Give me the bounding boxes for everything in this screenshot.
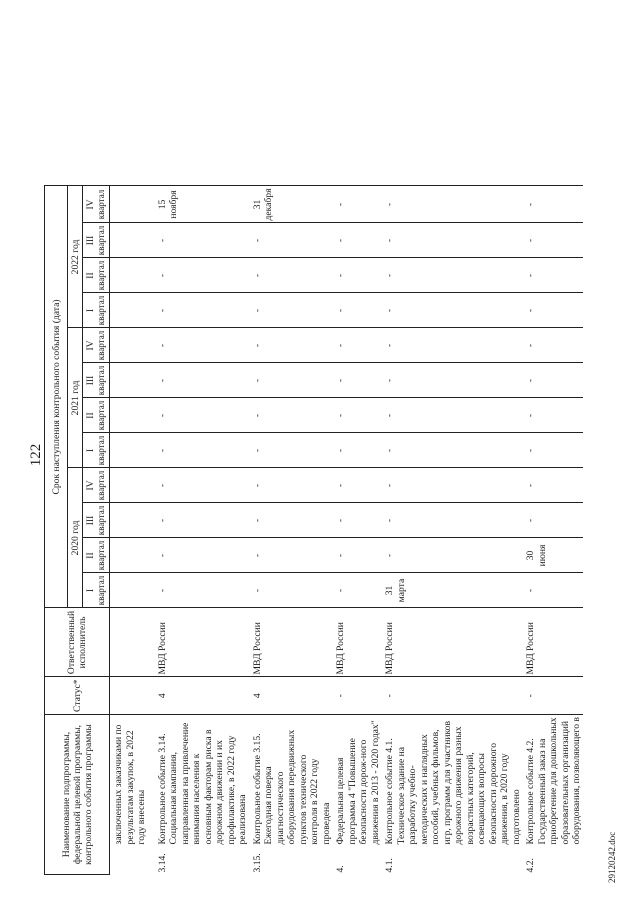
row-deadline-cell: - <box>332 468 381 503</box>
row-deadline-cell: - <box>381 186 522 223</box>
header-quarter <box>83 503 110 538</box>
row-status: 4 <box>249 677 333 715</box>
row-number <box>110 847 154 875</box>
quarter-word: квартал <box>96 365 106 396</box>
row-number: 4.2. <box>525 858 536 873</box>
row-number: 3.15. <box>251 853 263 873</box>
quarter-numeral: I <box>85 448 96 453</box>
page-number: 122 <box>28 443 44 467</box>
row-deadline-cell: - <box>381 223 522 258</box>
control-events-table <box>44 185 583 875</box>
row-number: 4. <box>335 865 346 873</box>
row-deadline-cell: - <box>332 538 381 573</box>
row-name: Контрольное событие 3.14. Социальная кампания, направленная на привлечение внимания населения к основным факторам риска в дорожном движении и их профилактике, в 2022 году реализована <box>154 715 249 847</box>
row-responsible: МВД России <box>332 608 381 677</box>
row-deadline-cell: - <box>381 538 522 573</box>
row-status <box>110 677 154 715</box>
header-quarter <box>83 573 110 608</box>
row-responsible: МВД России <box>154 608 249 677</box>
quarter-numeral: I <box>85 308 96 313</box>
row-deadline-cell: - <box>332 433 381 468</box>
header-quarter <box>83 186 110 223</box>
quarter-numeral: III <box>85 375 96 386</box>
row-deadline-cell: - <box>332 186 381 223</box>
row-deadline-cell <box>110 328 154 363</box>
quarter-word: квартал <box>96 189 106 220</box>
row-deadline-cell: - <box>154 433 249 468</box>
row-deadline-cell: - <box>522 433 583 468</box>
header-quarter <box>83 398 110 433</box>
row-responsible <box>110 608 154 677</box>
row-deadline-cell: - <box>522 293 583 328</box>
row-deadline-cell: - <box>381 293 522 328</box>
row-deadline-cell: - <box>154 328 249 363</box>
row-deadline-cell: - <box>381 433 522 468</box>
row-responsible: МВД России <box>522 608 583 677</box>
row-deadline-cell <box>110 538 154 573</box>
table-body <box>110 186 583 875</box>
row-status: - <box>381 677 522 715</box>
row-name: Федеральная целевая программа 4 "Повышение безопасности дорож-ного движения в 2013 - 2020 годах" <box>332 715 381 847</box>
table-row <box>522 186 583 875</box>
row-deadline-cell: - <box>154 503 249 538</box>
row-deadline-cell <box>110 573 154 608</box>
quarter-numeral: II <box>85 552 96 559</box>
header-year: 2020 год <box>68 468 83 608</box>
quarter-numeral: III <box>85 235 96 246</box>
header-quarter <box>83 363 110 398</box>
row-name: Контрольное событие 4.2. Государственный заказ на приобретение для дошкольных образовательных организаций оборудования, позволяющего в <box>522 715 583 847</box>
row-name: Контрольное событие 4.1. Техническое задание на разработку учебно-методических и наглядных пособий, учебных фильмов, игр, программ для участников дорожного движения разных возрастных категорий, освещающих вопросы безопасности дорожного движения, в 2020 году подготовлено <box>381 715 522 847</box>
row-deadline-cell: - <box>381 328 522 363</box>
row-deadline-cell <box>110 363 154 398</box>
quarter-numeral: IV <box>85 199 96 210</box>
row-deadline-cell: - <box>332 503 381 538</box>
row-deadline-cell: - <box>249 503 333 538</box>
row-deadline-cell <box>110 433 154 468</box>
header-quarter <box>83 223 110 258</box>
row-deadline-cell: - <box>381 363 522 398</box>
row-deadline-cell <box>110 503 154 538</box>
quarter-numeral: IV <box>85 340 96 351</box>
document-code: 29120242.doc <box>607 831 617 883</box>
row-deadline-cell: - <box>249 573 333 608</box>
quarter-numeral: II <box>85 272 96 279</box>
header-quarter <box>83 258 110 293</box>
header-quarter <box>83 538 110 573</box>
row-deadline-cell: - <box>332 258 381 293</box>
quarter-word: квартал <box>96 260 106 291</box>
table-row <box>110 186 154 875</box>
row-deadline-cell: - <box>249 398 333 433</box>
quarter-numeral: I <box>85 588 96 593</box>
row-deadline-cell: - <box>381 503 522 538</box>
row-deadline-cell: - <box>154 398 249 433</box>
row-name: Контрольное событие 3.15. Ежегодная поверка диагностического оборудования передвижных пунктов технического контроля в 2022 году проведена <box>249 715 333 847</box>
quarter-word: квартал <box>96 400 106 431</box>
header-status: Статус* <box>45 677 110 715</box>
row-deadline-cell: - <box>249 538 333 573</box>
quarter-word: квартал <box>96 295 106 326</box>
row-deadline-cell: - <box>522 258 583 293</box>
row-deadline-cell: - <box>332 363 381 398</box>
row-deadline-cell: - <box>332 573 381 608</box>
quarter-word: квартал <box>96 505 106 536</box>
row-deadline-cell: - <box>522 186 583 223</box>
row-name: заключенных заказчиками по результатам закупок, в 2022 году внесены <box>110 715 154 847</box>
table-row <box>249 186 333 875</box>
row-deadline-cell: - <box>249 293 333 328</box>
row-deadline-cell: - <box>381 468 522 503</box>
row-number: 3.14. <box>156 853 168 873</box>
row-deadline-cell: - <box>154 293 249 328</box>
quarter-numeral: II <box>85 412 96 419</box>
header-year: 2021 год <box>68 328 83 468</box>
row-deadline-cell: 30 июня <box>522 538 583 573</box>
quarter-word: квартал <box>96 330 106 361</box>
row-deadline-cell: - <box>332 223 381 258</box>
row-deadline-cell: - <box>381 258 522 293</box>
row-responsible: МВД России <box>381 608 522 677</box>
header-deadline: Срок наступления контрольного события (дата) <box>45 186 68 608</box>
row-deadline-cell: - <box>381 398 522 433</box>
quarter-word: квартал <box>96 470 106 501</box>
row-deadline-cell: - <box>522 223 583 258</box>
header-quarter <box>83 293 110 328</box>
header-quarter <box>83 468 110 503</box>
row-number: 4.1. <box>384 858 395 873</box>
quarter-word: квартал <box>96 540 106 571</box>
table-row <box>154 186 249 875</box>
row-deadline-cell: - <box>154 468 249 503</box>
row-deadline-cell: - <box>249 468 333 503</box>
row-status: - <box>332 677 381 715</box>
row-deadline-cell: - <box>332 398 381 433</box>
table-row <box>332 186 381 875</box>
row-deadline-cell: - <box>332 328 381 363</box>
row-deadline-cell: - <box>249 258 333 293</box>
row-deadline-cell <box>110 258 154 293</box>
row-deadline-cell: - <box>522 398 583 433</box>
row-deadline-cell: - <box>522 573 583 608</box>
quarter-numeral: IV <box>85 480 96 491</box>
header-responsible: Ответственный исполнитель <box>45 608 110 677</box>
row-deadline-cell: - <box>154 363 249 398</box>
row-deadline-cell: - <box>249 328 333 363</box>
row-deadline-cell: 15 ноября <box>154 186 249 223</box>
header-year: 2022 год <box>68 186 83 328</box>
row-deadline-cell: - <box>522 468 583 503</box>
row-responsible: МВД России <box>249 608 333 677</box>
quarter-word: квартал <box>96 225 106 256</box>
row-deadline-cell: - <box>522 503 583 538</box>
row-deadline-cell: - <box>249 223 333 258</box>
row-deadline-cell <box>110 468 154 503</box>
row-deadline-cell: - <box>154 573 249 608</box>
row-deadline-cell: - <box>522 328 583 363</box>
row-deadline-cell <box>110 398 154 433</box>
row-deadline-cell: - <box>154 538 249 573</box>
row-status: - <box>522 677 583 715</box>
table-header <box>45 186 110 875</box>
row-deadline-cell: - <box>154 223 249 258</box>
header-quarter <box>83 433 110 468</box>
row-deadline-cell <box>110 223 154 258</box>
table-row <box>381 186 522 875</box>
row-deadline-cell: - <box>154 258 249 293</box>
row-deadline-cell: - <box>332 293 381 328</box>
row-deadline-cell: - <box>522 363 583 398</box>
row-deadline-cell: - <box>249 363 333 398</box>
quarter-word: квартал <box>96 575 106 606</box>
row-deadline-cell: 31 декабря <box>249 186 333 223</box>
header-quarter <box>83 328 110 363</box>
quarter-word: квартал <box>96 435 106 466</box>
header-name: Наименование подпрограммы, федеральной целевой программы, контрольного события программы <box>45 715 110 875</box>
quarter-numeral: III <box>85 515 96 526</box>
row-status: 4 <box>154 677 249 715</box>
row-deadline-cell <box>110 293 154 328</box>
row-deadline-cell <box>110 186 154 223</box>
row-deadline-cell: - <box>249 433 333 468</box>
row-deadline-cell: 31 марта <box>381 573 522 608</box>
